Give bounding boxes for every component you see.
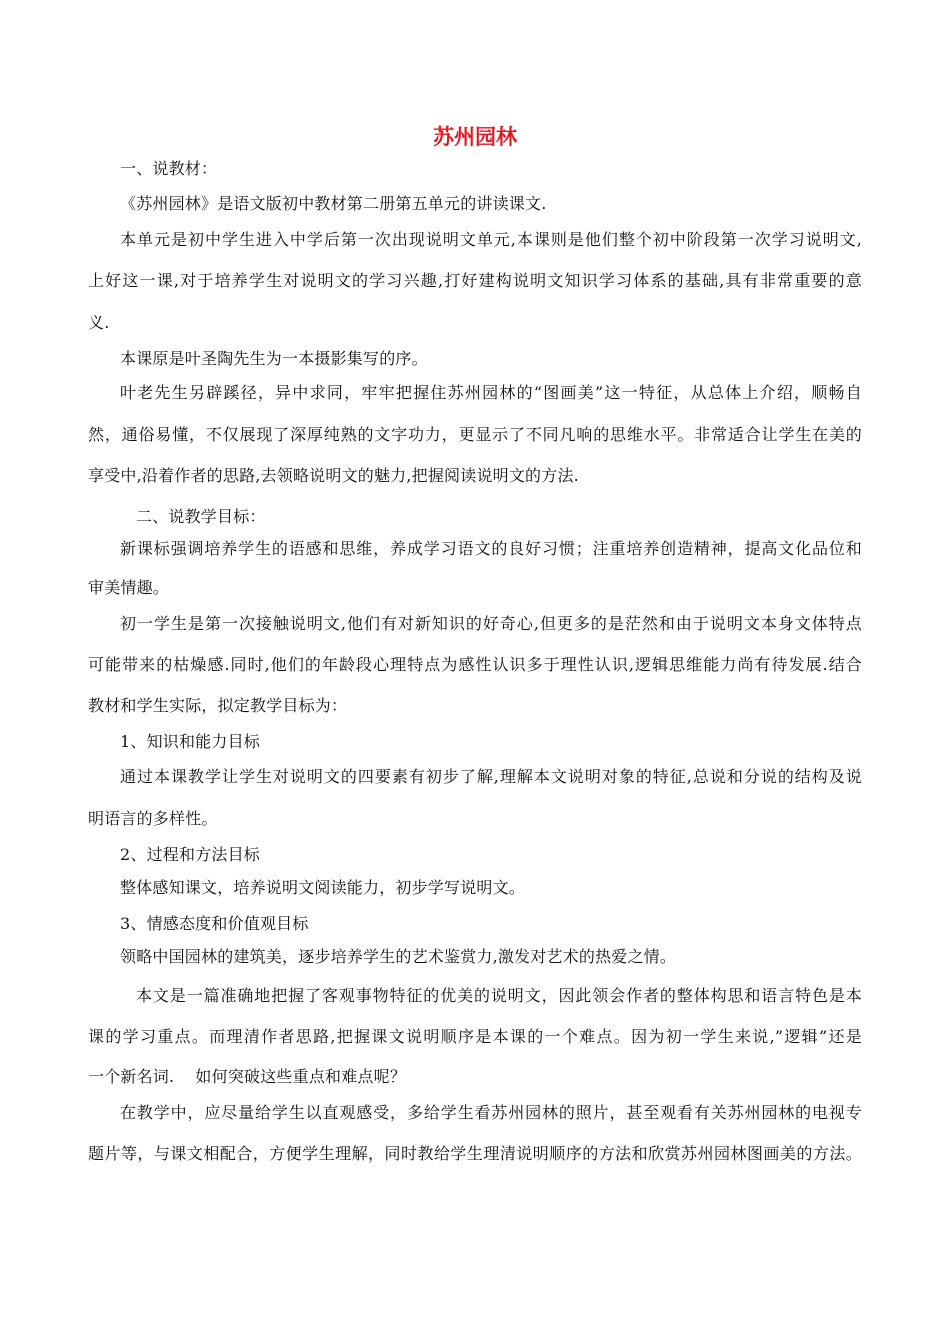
paragraph-line: 明语言的多样性。: [88, 809, 218, 828]
paragraph-line: 本单元是初中学生进入中学后第一次出现说明文单元,本课则是他们整个初中阶段第一次学习说明文,: [120, 230, 862, 249]
paragraph-line: 义.: [88, 313, 110, 332]
paragraph-line: 上好这一课,对于培养学生对说明文的学习兴趣,打好建构说明文知识学习体系的基础,具有非常重要的意: [88, 271, 862, 290]
paragraph-line: 题片等，与课文相配合，方便学生理解，同时教给学生理清说明顺序的方法和欣赏苏州园林图画美的方法。: [88, 1144, 862, 1163]
paragraph-line: 在教学中，应尽量给学生以直观感受，多给学生看苏州园林的照片，甚至观看有关苏州园林的电视专: [120, 1103, 862, 1122]
subsection-heading: 3、情感态度和价值观目标: [120, 914, 309, 933]
paragraph-line: 课的学习重点。而理清作者思路,把握课文说明顺序是本课的一个难点。因为初一学生来说,”逻辑”还是: [88, 1027, 862, 1046]
paragraph-line: 整体感知课文，培养说明文阅读能力，初步学写说明文。: [120, 878, 526, 897]
paragraph-line: 审美情趣。: [88, 578, 170, 597]
paragraph-line: 通过本课教学让学生对说明文的四要素有初步了解,理解本文说明对象的特征,总说和分说的结构及说: [120, 767, 862, 786]
paragraph-line: 本文是一篇准确地把握了客观事物特征的优美的说明文，因此领会作者的整体构思和语言特色是本: [136, 986, 862, 1005]
section-heading: 一、说教材：: [120, 159, 218, 178]
paragraph-line: 然，通俗易懂，不仅展现了深厚纯熟的文字功力，更显示了不同凡响的思维水平。非常适合让学生在美的: [88, 425, 862, 444]
subsection-heading: 2、过程和方法目标: [120, 845, 260, 864]
paragraph-line: 教材和学生实际，拟定教学目标为：: [88, 696, 348, 715]
paragraph-line: 初一学生是第一次接触说明文,他们有对新知识的好奇心,但更多的是茫然和由于说明文本身文体特点: [120, 614, 862, 633]
paragraph-line: 新课标强调培养学生的语感和思维，养成学习语文的良好习惯；注重培养创造精神，提高文化品位和: [120, 539, 862, 558]
paragraph-line: 叶老先生另辟蹊径，异中求同，牢牢把握住苏州园林的“图画美”这一特征，从总体上介绍，顺畅自: [120, 383, 862, 402]
paragraph-line: 《苏州园林》是语文版初中教材第二册第五单元的讲读课文.: [120, 194, 547, 213]
paragraph-line: 领略中国园林的建筑美，逐步培养学生的艺术鉴赏力,激发对艺术的热爱之情。: [120, 947, 677, 966]
paragraph-line: 本课原是叶圣陶先生为一本摄影集写的序。: [120, 349, 428, 368]
paragraph-line: 可能带来的枯燥感.同时,他们的年龄段心理特点为感性认识多于理性认识,逻辑思维能力尚有待发展.结合: [88, 655, 862, 674]
subsection-heading: 1、知识和能力目标: [120, 732, 260, 751]
paragraph-line: 享受中,沿着作者的思路,去领略说明文的魅力,把握阅读说明文的方法.: [88, 466, 579, 485]
document-title: 苏州园林: [433, 125, 517, 149]
section-heading: 二、说教学目标：: [136, 507, 266, 526]
paragraph-line: 一个新名词. 如何突破这些重点和难点呢？: [88, 1067, 407, 1086]
